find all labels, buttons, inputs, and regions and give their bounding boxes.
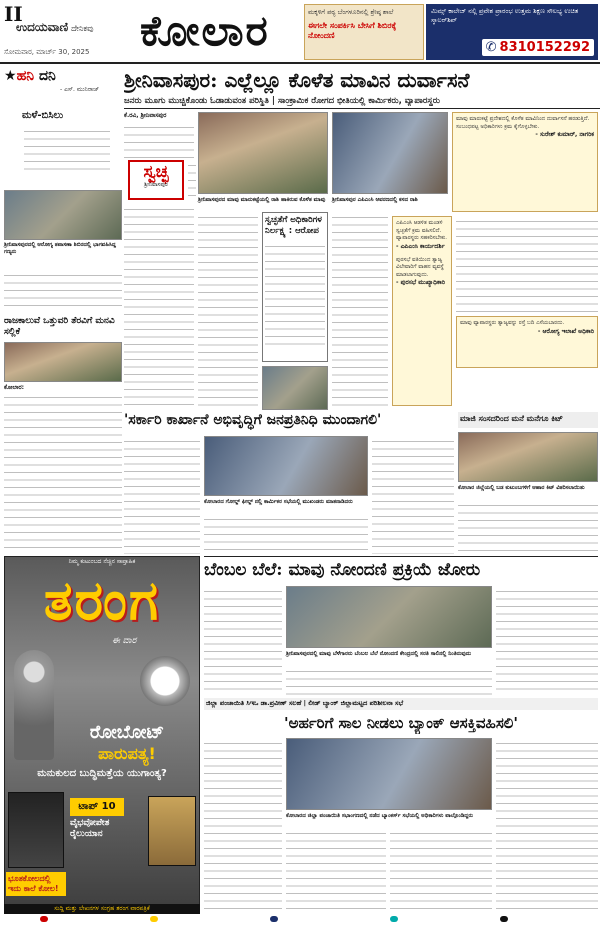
poem-text xyxy=(24,126,110,176)
quote-4-author: - ಆರೋಗ್ಯ ಇಲಾಖೆ ಅಧಿಕಾರಿ xyxy=(537,327,594,335)
taranga-rail-journey: ವೈಭವೋಪೇತ ರೈಲುಯಾನ xyxy=(70,818,110,839)
page-number: II xyxy=(4,2,23,26)
negligence-box-headline: ಸ್ವಚ್ಛತೆಗೆ ಅಧಿಕಾರಿಗಳ ನಿರ್ಲಕ್ಷ್ಯ : ಆರೋಪ xyxy=(265,215,322,236)
quote-box-2 xyxy=(392,216,452,406)
registration-mark xyxy=(390,916,398,922)
kit-caption: ಕೋಲಾರ ಜಿಲ್ಲೆಯಲ್ಲಿ ಬಡ ಕುಟುಂಬಗಳಿಗೆ ಆಹಾರ ಕಿಟ್ ವಿತರಿಸಲಾಯಿತು xyxy=(458,485,585,491)
swachha-logo xyxy=(128,160,184,200)
registration-mark xyxy=(500,916,508,922)
bhoota-kola-photo xyxy=(8,792,64,868)
factory-headline: 'ಸರ್ಕಾರಿ ಕಾರ್ಖಾನೆ ಅಭಿವೃದ್ಧಿಗೆ ಜನಪ್ರತಿನಿಧಿ ಮುಂದಾಗಲಿ' xyxy=(124,412,382,428)
kit-text xyxy=(458,500,598,554)
health-camp-caption: ಶ್ರೀನಿವಾಸಪುರದಲ್ಲಿ ಆರೋಗ್ಯ ತಪಾಸಣಾ ಶಿಬಿರದಲ್ಲಿ ಭಾಗವಹಿಸಿದ್ದ ಗಣ್ಯರು xyxy=(4,242,116,255)
divider xyxy=(204,556,598,557)
quote-2-text: ಎಪಿಎಂಸಿ ಆಡಳಿತ ಮಂಡಳಿ ಸ್ವಚ್ಛತೆಗೆ ಕ್ರಮ ವಹಿಸಲಿದೆ. ವ್ಯಾಪಾರಸ್ಥರು ಸಹಕರಿಸಬೇಕು. xyxy=(396,220,448,241)
school-advertisement[interactable] xyxy=(304,4,424,60)
ad2-phone: ✆ 8310152292 xyxy=(482,39,594,56)
bankers-meeting-photo xyxy=(286,738,492,810)
rajakaluve-text xyxy=(4,392,122,552)
quote-box-1 xyxy=(452,112,598,212)
mango-text-col1 xyxy=(204,586,282,690)
negligence-box xyxy=(262,212,328,362)
bankers-meeting-caption: ಕೋಲಾರದ ಜಿಲ್ಲಾ ಪಂಚಾಯಿತಿ ಸಭಾಂಗಣದಲ್ಲಿ ನಡೆದ ಬ್ಯಾಂಕರ್ಸ್ ಸಭೆಯಲ್ಲಿ ಅಧಿಕಾರಿಗಳು ಪಾಲ್ಗೊಂಡಿದ್ದರು xyxy=(286,813,473,819)
apmc-waste-photo xyxy=(332,112,448,194)
lead-text-col4 xyxy=(456,216,598,312)
registration-mark xyxy=(40,916,48,922)
quote-box-4 xyxy=(456,316,598,368)
lead-text-col1 xyxy=(124,204,194,410)
issue-date: ಸೋಮವಾರ, ಮಾರ್ಚ್ 30, 2025 xyxy=(4,48,90,56)
taranga-robot-headline: ರೋಬೋಟ್ xyxy=(89,722,165,743)
ad1-text: ಮಕ್ಕಳಿಗೆ ಪಠ್ಯ ಬೆಂಗಳೂರಿನಲ್ಲಿ ಶ್ರೇಷ್ಠ ಶಾಲೆ xyxy=(308,8,394,16)
college-advertisement[interactable] xyxy=(426,4,598,60)
bank-text-col4 xyxy=(496,738,598,912)
lead-byline: ಕೆ.ರವಿ, ಶ್ರೀನಿವಾಸಪುರ xyxy=(124,112,167,119)
taranga-this-week: ಈ ವಾರ xyxy=(112,636,137,646)
factory-text-col3 xyxy=(372,436,454,554)
robot-dog-icon xyxy=(140,656,190,706)
registration-mark xyxy=(270,916,278,922)
chef-photo xyxy=(148,796,196,866)
apmc-waste-caption: ಶ್ರೀನಿವಾಸಪುರ ಎಪಿಎಂಸಿ ಆವರಣದಲ್ಲಿ ಕಸದ ರಾಶಿ xyxy=(332,197,418,203)
factory-text-col1 xyxy=(124,436,200,554)
taranga-footer: ಸುದ್ದಿ ಮತ್ತು ಲೇಖನಗಳ ಸಂಗ್ರಹ ತರಂಗ ವಾರಪತ್ರಿಕೆ xyxy=(4,904,200,914)
health-camp-text xyxy=(4,270,122,310)
lead-text-col2 xyxy=(198,212,258,410)
registration-mark xyxy=(150,916,158,922)
taranga-bhoota-kola: ಭೂತಕೋಲದಲ್ಲಿ ಇದು ಕಾಲೆ ಕೋಲ! xyxy=(6,872,66,896)
taranga-question: ಮನುಕುಲದ ಬುದ್ಧಿಮತ್ತೆಯ ಯುಗಾಂತ್ಯ? xyxy=(37,768,167,779)
taranga-title: ತರಂಗ xyxy=(43,568,161,632)
newspaper-brand: ಉದಯವಾಣಿ ದೇನಿಕವು xyxy=(16,20,94,34)
rotten-mango-caption: ಶ್ರೀನಿವಾಸಪುರದ ಮಾವು ಮಾರುಕಟ್ಟೆಯಲ್ಲಿ ರಾಶಿ ಹಾಕಿರುವ ಕೊಳೆತ ಮಾವು xyxy=(198,197,326,203)
divider xyxy=(124,108,600,109)
lead-text-intro xyxy=(124,122,194,158)
rajakaluve-photo xyxy=(4,342,122,382)
bank-text-col1 xyxy=(204,738,282,912)
mango-registration-photo xyxy=(286,586,492,648)
mango-heap-photo xyxy=(262,366,328,410)
quote-3-text: ಪುರಸಭೆ ವತಿಯಿಂದ ತ್ಯಾಜ್ಯ ವಿಲೇವಾರಿಗೆ ವಾಹನ ವ್ಯವಸ್ಥೆ ಮಾಡಲಾಗುವುದು. xyxy=(396,256,444,278)
swachha-sub: ಶ್ರೀನಿವಾಸಪುರ xyxy=(144,182,168,188)
bank-headline: 'ಅರ್ಹರಿಗೆ ಸಾಲ ನೀಡಲು ಬ್ಯಾಂಕ್ ಆಸಕ್ತಿವಹಿಸಲಿ' xyxy=(284,714,518,732)
mango-registration-headline: ಬೆಂಬಲ ಬೆಲೆ: ಮಾವು ನೋಂದಣಿ ಪ್ರಕ್ರಿಯೆ ಜೋರು xyxy=(204,560,481,580)
bank-text-col3 xyxy=(390,828,492,912)
lead-text-col3 xyxy=(332,212,388,410)
mango-text-col3 xyxy=(496,586,598,696)
robot-figure-icon xyxy=(14,650,54,760)
kit-distribution-photo xyxy=(458,432,598,482)
bank-text-col2 xyxy=(286,828,386,912)
ad1-highlight: ಈಗಲೇ ಸಂಪರ್ಕಿಸಿ ಬೇಸಿಗೆ ಶಿಬಿರಕ್ಕೆ ನೋಂದಣಿ xyxy=(308,21,397,40)
bank-strapline: ಜಿಲ್ಲಾ ಪಂಚಾಯಿತಿ ಸಿಇಒ ಡಾ.ಪ್ರವೀಣ್ ಸಲಹೆ | ಲೀಡ್ ಬ್ಯಾಂಕ್ ಜಿಲ್ಲಾಮಟ್ಟದ ಪರಿಶೀಲನಾ ಸಭೆ xyxy=(204,698,598,710)
mango-text-col2 xyxy=(286,666,492,696)
kit-headline: ಮಾಜಿ ಸಂಸದರಿಂದ ಮನೆ ಮನೆಗೂ ಕಿಟ್ xyxy=(458,412,598,428)
quote-1-text: ಮಾವು ಮಾರುಕಟ್ಟೆ ಪ್ರದೇಶದಲ್ಲಿ ಕೊಳೆತ ಮಾವಿನಿಂದ ದುರ್ವಾಸನೆ ಹರಡುತ್ತಿದೆ. ಸಂಬಂಧಪಟ್ಟ ಅಧಿಕಾರಿಗಳು ಕ್ರಮ ಕೈಗೊಳ್ಳಬೇಕು. xyxy=(456,116,590,130)
hanidani-author: - ಎಸ್. ಮುನಿರಾಜ್ xyxy=(60,86,100,93)
hanidani-column-title: ★ಹನಿ ದನಿ xyxy=(4,68,56,84)
negligence-box-text xyxy=(265,241,325,351)
taranga-top10-badge: ಟಾಪ್ 10 xyxy=(70,798,124,816)
swachha-word: ಸ್ವಚ್ಛ xyxy=(143,162,169,182)
factory-meeting-caption: ಕೋಲಾರದ ಗೋಲ್ಡ್ ಫೀಲ್ಡ್ ನಲ್ಲಿ ಕಾರ್ಮಿಕರ ಸಭೆಯಲ್ಲಿ ಮುಖಂಡರು ಮಾತನಾಡಿದರು xyxy=(204,499,353,505)
health-camp-photo xyxy=(4,190,122,240)
rotten-mango-photo xyxy=(198,112,328,194)
lead-subheadline: ಜನರು ಮೂಗು ಮುಚ್ಚಿಕೊಂಡು ಓಡಾಡುವಂತ ಪರಿಸ್ಥಿತಿ | ಸಾಂಕ್ರಾಮಿಕ ರೋಗದ ಭೀತಿಯಲ್ಲಿ ಕಾರ್ಮಿಕರು, ವ್ಯಾಪಾರಸ್ಥರು xyxy=(124,96,440,106)
quote-1-author: - ಸುರೇಶ್ ಕುಮಾರ್, ನಾಗರಿಕ xyxy=(535,131,594,138)
quote-4-text: ಮಾವು ವ್ಯಾಪಾರಸ್ಥರು ತ್ಯಾಜ್ಯವನ್ನು ರಸ್ತೆ ಬದಿ ಎಸೆಯಬಾರದು. xyxy=(460,320,565,326)
ad2-text: ಮಿಮ್ಸ್ ಕಾಲೇಜ್ ನಲ್ಲಿ ಪ್ರವೇಶ ಪ್ರಾರಂಭ ಉತ್ತಮ ಶಿಕ್ಷಣ ಸೌಲಭ್ಯ ಉಚಿತ ಸ್ಕಾಲರ್‌ಶಿಪ್ xyxy=(431,7,579,24)
quote-2-author: - ಎಪಿಎಂಸಿ ಕಾರ್ಯದರ್ಶಿ xyxy=(396,242,445,250)
factory-text-col2 xyxy=(204,514,368,554)
taranga-tagline: ನಿಮ್ಮ ಕುಟುಂಬದ ನೆಚ್ಚಿನ ಸಾಪ್ತಾಹಿಕ xyxy=(68,558,136,565)
edition-title: ಕೋಲಾರ xyxy=(140,6,270,55)
lead-text-side xyxy=(188,160,196,200)
mango-registration-caption: ಶ್ರೀನಿವಾಸಪುರದಲ್ಲಿ ಮಾವು ಬೆಳೆಗಾರರು ಬೆಂಬಲ ಬೆಲೆ ನೋಂದಣಿ ಕೇಂದ್ರದಲ್ಲಿ ಸರತಿ ಸಾಲಿನಲ್ಲಿ ನಿಂತಿರುವುದು xyxy=(286,651,472,657)
rajakaluve-dateline: ಕೋಲಾರ: xyxy=(4,384,25,391)
rajakaluve-headline: ರಾಜಕಾಲುವೆ ಒತ್ತುವರಿ ತೆರವಿಗೆ ಮನವಿ ಸಲ್ಲಿಕೆ xyxy=(4,316,115,337)
factory-meeting-photo xyxy=(204,436,368,496)
taranga-paarupathya: ಪಾರುಪತ್ಯ! xyxy=(98,744,156,763)
quote-3-author: - ಪುರಸಭೆ ಮುಖ್ಯಾಧಿಕಾರಿ xyxy=(396,279,446,286)
hanidani-poem-title: ಮಳೆ-ಬಿಸಿಲು xyxy=(22,110,64,121)
lead-headline: ಶ್ರೀನಿವಾಸಪುರ: ಎಲ್ಲೆಲ್ಲೂ ಕೊಳೆತ ಮಾವಿನ ದುರ್ವಾಸನೆ xyxy=(124,68,600,94)
